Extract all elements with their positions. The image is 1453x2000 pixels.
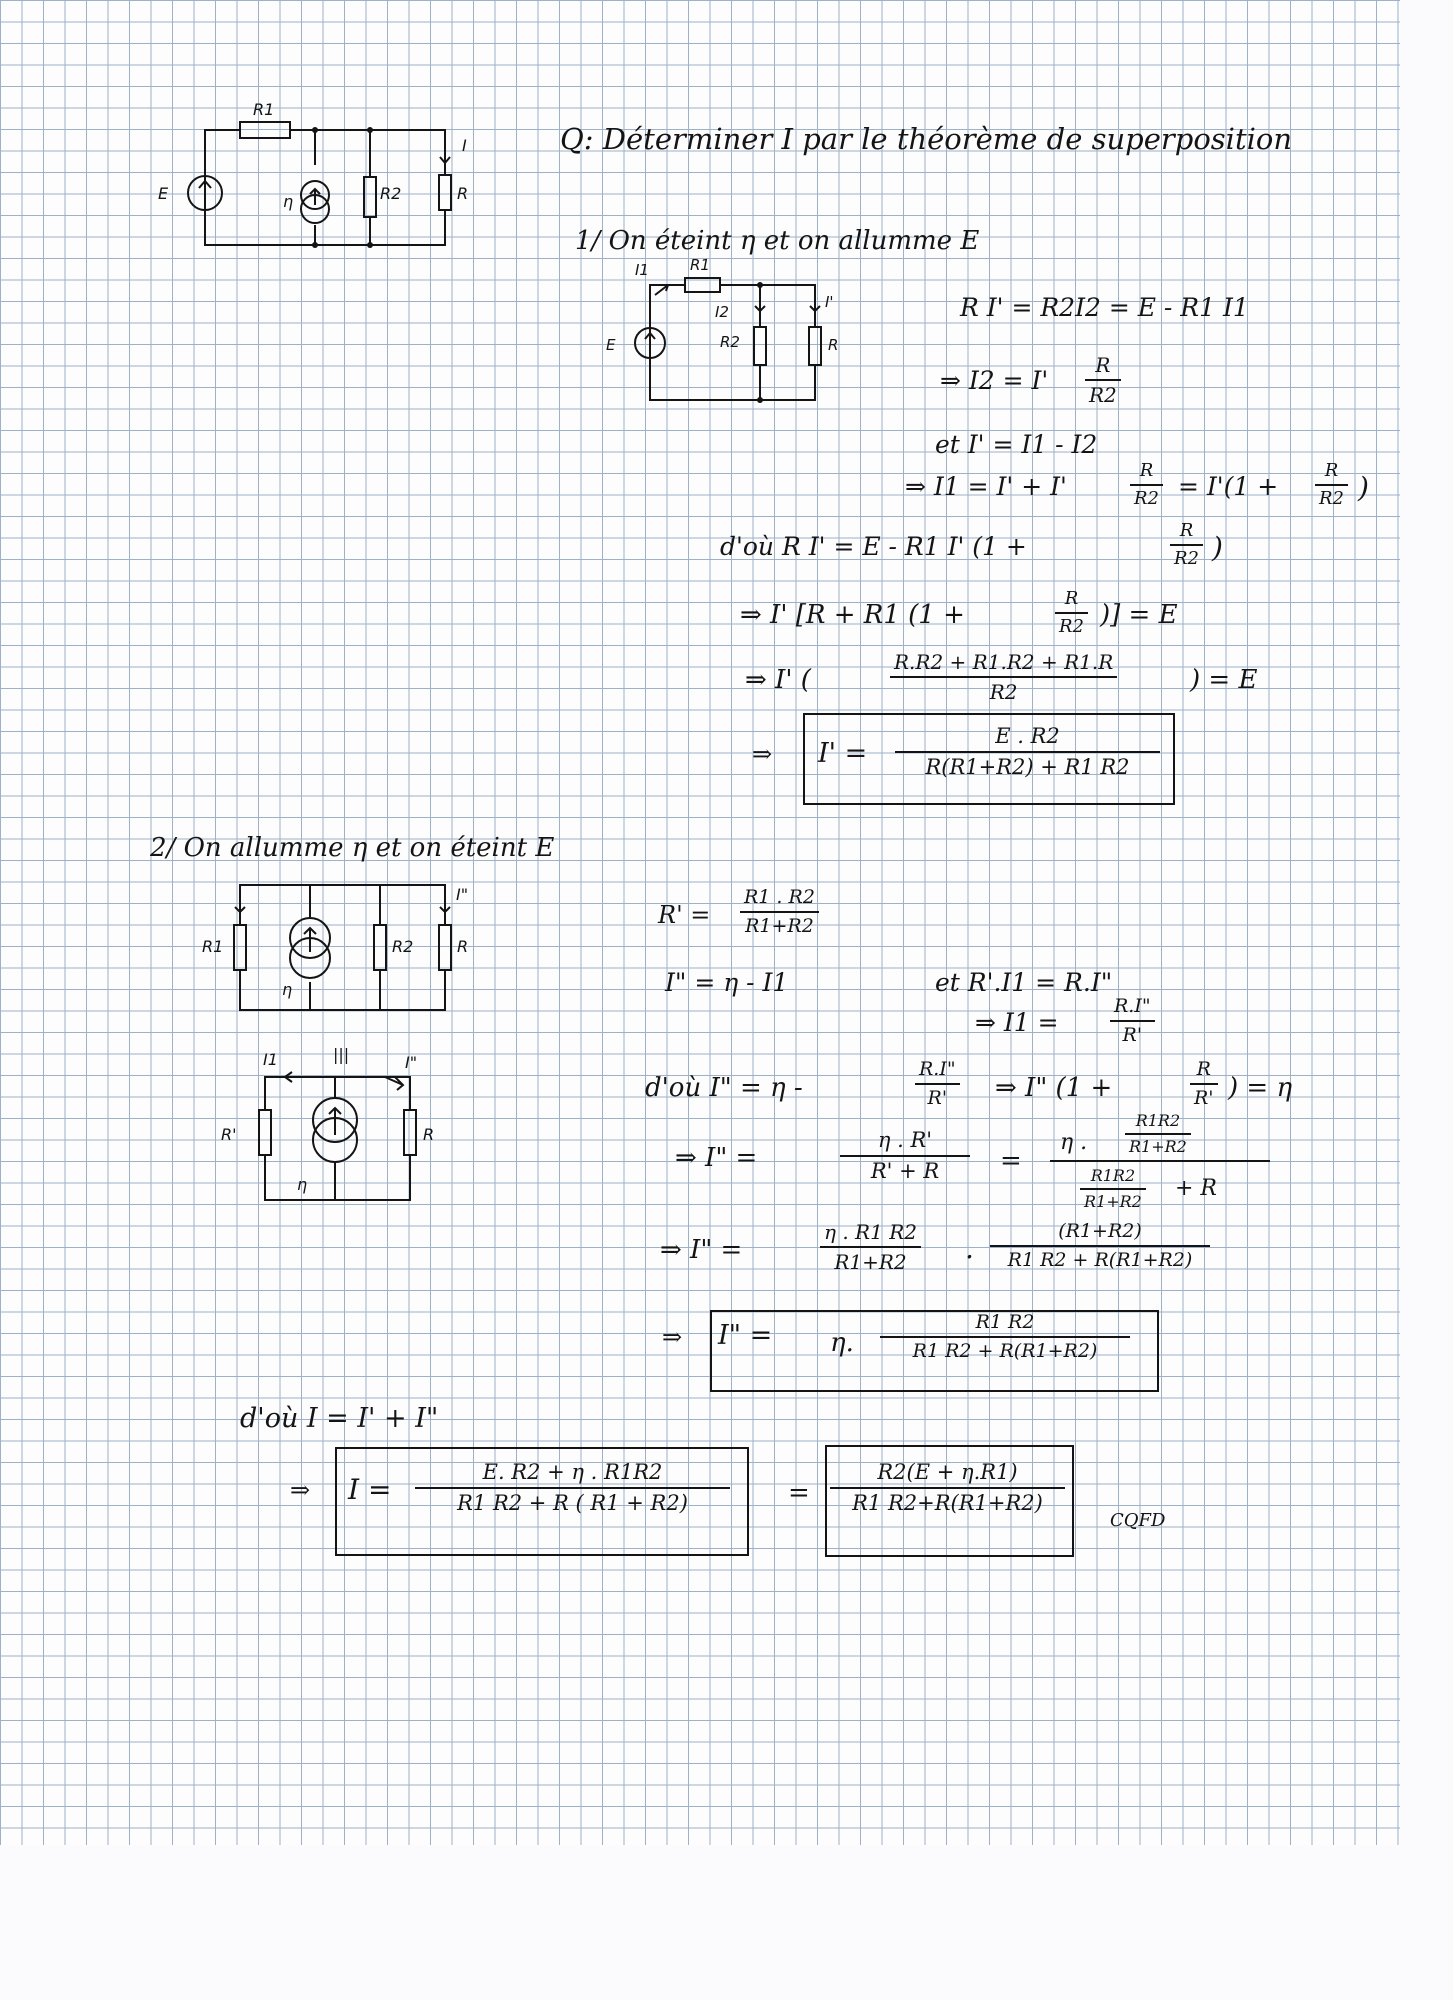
part2-eqD-mid: ⇒ I" (1 + [995,1073,1113,1103]
final-eq: = [788,1478,810,1508]
part1-eq5-lhs: d'où R I' = E - R1 I' (1 + [720,532,1027,561]
part2-eqC-den: R' [1122,1024,1143,1046]
main-label-eta: η [283,192,294,211]
part2-eqD-num: R.I" [915,1060,960,1085]
main-label-r2: R2 [380,184,402,203]
final-arrow: ⇒ [290,1476,311,1504]
step1-label-r1: R1 [690,256,710,274]
part1-eq7-end: ) = E [1190,665,1258,695]
part2-eqE-den2-den: R1+R2 [1084,1192,1142,1211]
main-label-r1: R1 [253,100,275,119]
part2-eqE-big-fraction [1050,1110,1270,1212]
part2-eqE-num: η . R' [840,1130,970,1157]
part1-eq2-num: R [1085,355,1121,381]
part2-eqF-fraction2 [990,1222,1210,1270]
part1-eq4-num2: R [1315,462,1348,486]
part1-eq6-lhs: ⇒ I' [R + R1 (1 + [740,600,965,630]
step1-label-r: R [828,336,839,354]
part1-eq3: et I' = I1 - I2 [935,430,1098,459]
step2b-label-r: R [423,1125,435,1144]
step1-label-r2: R2 [720,333,740,351]
question-text: Q: Déterminer I par le théorème de superposition [560,122,1293,156]
part1-eq5-fraction [1170,522,1203,568]
part1-eq4-lhs: ⇒ I1 = I' + I' [905,472,1067,501]
part1-eq4-end: ) [1358,471,1369,504]
part1-eq5-den: R2 [1174,548,1200,569]
part2-eqF-num: η . R1 R2 [820,1222,921,1248]
part2-eqD-lhs: d'où I" = η - [645,1073,803,1103]
step2a-label-isecond: I" [456,885,469,904]
part1-eq4-den2: R2 [1319,488,1345,509]
part2-eqD-den2: R' [1194,1087,1214,1109]
part2-eqE-eq: = [1000,1146,1022,1176]
main-label-i: I [462,136,467,155]
part1-result-den: R(R1+R2) + R1 R2 [925,755,1130,779]
step2a-label-eta: η [282,980,293,999]
part1-eq7-lhs: ⇒ I' ( [745,665,811,695]
part2-eqE-den: R' + R [870,1159,940,1183]
part2-result-fraction [880,1313,1130,1361]
part1-eq7-den: R2 [989,680,1018,704]
final-den1: R1 R2 + R ( R1 + R2) [457,1491,688,1515]
part1-eq2-lhs: ⇒ I2 = I' [940,366,1049,395]
step1-label-i2: I2 [715,303,729,321]
part2-result-lhs: I" = [718,1320,773,1351]
part2-eqE-den2-fraction [1080,1168,1146,1210]
part2-rprime-num: R1 . R2 [740,888,819,913]
part2-eqD-end: ) = η [1228,1073,1293,1103]
part1-eq4-den: R2 [1134,488,1160,509]
final-num1: E. R2 + η . R1R2 [415,1462,730,1489]
step1-circuit-diagram [600,255,900,415]
part2-eqC-lhs: ⇒ I1 = [975,1008,1059,1037]
step2b-label-rprime: R' [221,1125,237,1144]
part1-eq1: R I' = R2I2 = E - R1 I1 [960,293,1249,322]
part2-eqC-fraction [1110,997,1155,1045]
part2-eqE-num2-num: R1R2 [1125,1113,1191,1135]
part1-eq6-den: R2 [1059,616,1085,637]
step2b-label-isecond: I" [405,1053,418,1072]
step2b-label-equiv: ||| [333,1045,350,1064]
final-fraction-2 [830,1462,1065,1514]
part1-eq2-fraction [1085,355,1121,405]
part2-eqE-lhs: ⇒ I" = [675,1143,758,1173]
part1-result-arrow: ⇒ [752,740,773,768]
part2-heading: 2/ On allumme η et on éteint E [150,833,555,863]
final-lhs: I = [348,1473,392,1506]
part2-result-mid: η. [830,1328,854,1358]
main-label-e: E [158,184,169,203]
step2b-circuit-diagram [215,1040,465,1210]
part1-result-fraction [895,726,1160,778]
part1-eq6-fraction [1055,590,1088,636]
part2-eqC-num: R.I" [1110,997,1155,1022]
step2a-circuit-diagram [200,870,500,1020]
part1-eq6-num: R [1055,590,1088,614]
part2-eqA: I" = η - I1 [665,968,789,997]
step1-label-e: E [606,336,616,354]
part2-eqF-den: R1+R2 [834,1250,907,1274]
part2-eqF-fraction [820,1222,921,1272]
part1-eq2-den: R2 [1089,383,1117,407]
final-den2: R1 R2+R(R1+R2) [852,1491,1043,1515]
part2-eqD-den: R' [927,1087,948,1109]
part2-eqF-num2: (R1+R2) [990,1222,1210,1247]
step2b-label-eta: η [297,1175,308,1194]
part1-result-lhs: I' = [818,738,868,769]
part2-eqE-den2-num: R1R2 [1080,1168,1146,1190]
part1-eq4-num: R [1130,462,1163,486]
part2-eqD-num2: R [1190,1060,1218,1085]
main-label-r: R [457,184,469,203]
part2-rprime-lhs: R' = [658,901,711,929]
part2-eqE-den2-post: + R [1175,1176,1217,1201]
step2a-label-r1: R1 [202,937,224,956]
step2a-label-r2: R2 [392,937,414,956]
part1-eq6-end: )] = E [1100,600,1178,630]
part2-eqF-dot: . [965,1232,974,1265]
part2-result-den: R1 R2 + R(R1+R2) [912,1340,1098,1362]
part1-eq5-num: R [1170,522,1203,546]
step1-label-iprime: I' [825,293,834,311]
part2-eqF-den2: R1 R2 + R(R1+R2) [1007,1249,1193,1271]
part2-eqE-num2-pre: η . [1060,1130,1088,1155]
part1-heading: 1/ On éteint η et on allumme E [575,226,980,256]
part2-eqF-lhs: ⇒ I" = [660,1235,743,1265]
part1-result-num: E . R2 [895,726,1160,753]
part2-result-arrow: ⇒ [662,1323,683,1351]
final-cqfd: CQFD [1110,1510,1166,1531]
part2-eqD-fraction [915,1060,960,1108]
step1-label-i1: I1 [635,261,649,279]
final-num2: R2(E + η.R1) [830,1462,1065,1489]
part1-eq4-fraction [1130,462,1163,508]
part2-rprime-den: R1+R2 [745,915,814,937]
part1-eq4-fraction2 [1315,462,1348,508]
final-fraction-1 [415,1462,730,1514]
part2-eqE-fraction [840,1130,970,1182]
step2b-label-i1: I1 [263,1050,278,1069]
part2-rprime-fraction [740,888,819,936]
step2a-label-r: R [457,937,469,956]
part1-eq7-fraction [890,652,1117,702]
part2-eqD-fraction2 [1190,1060,1218,1108]
part1-eq7-num: R.R2 + R1.R2 + R1.R [890,652,1117,678]
part2-result-num: R1 R2 [880,1313,1130,1338]
final-dou: d'où I = I' + I" [240,1403,439,1434]
part1-eq4-mid: = I'(1 + [1178,472,1279,501]
part2-eqB: et R'.I1 = R.I" [935,968,1113,997]
main-circuit-diagram [158,95,500,270]
part1-eq5-end: ) [1212,531,1223,564]
part2-eqE-num2-den: R1+R2 [1129,1137,1187,1156]
part2-eqE-num2-fraction [1125,1113,1191,1155]
